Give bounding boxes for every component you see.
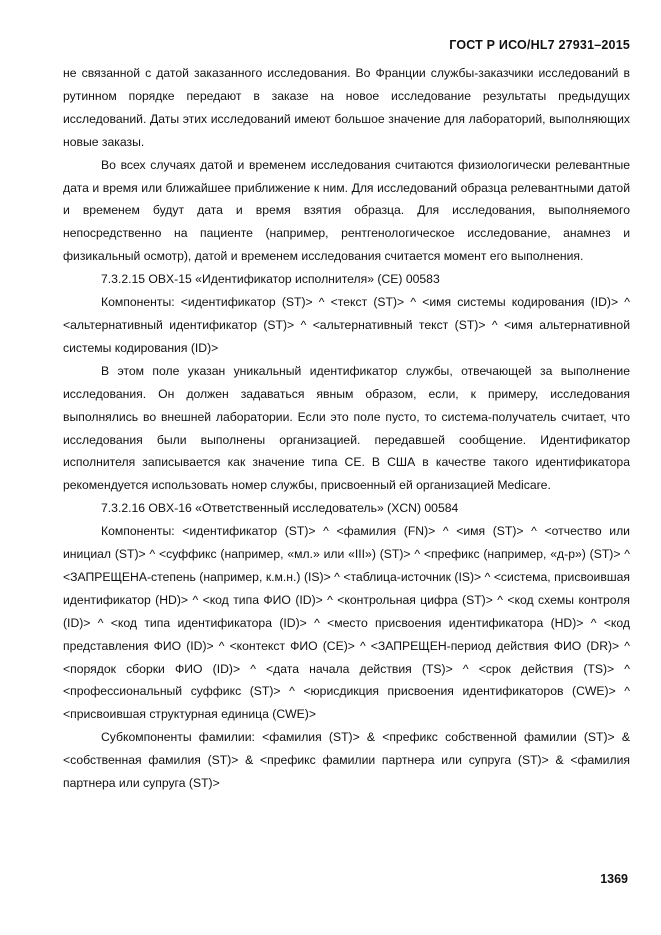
body-text	[63, 62, 630, 795]
paragraph-obx15-components: Компоненты: <идентификатор (ST)> ^ <текст (ST)> ^ <имя системы кодирования (ID)> ^ <альтернативный идентификатор (ST)> ^ <альтернативный текст (ST)> ^ <имя альтернативной системы кодирования (ID)>	[63, 295, 630, 355]
standard-header: ГОСТ Р ИСО/HL7 27931–2015	[449, 38, 630, 52]
page-number: 1369	[600, 872, 628, 886]
paragraph-obx16-subcomponents: Субкомпоненты фамилии: <фамилия (ST)> & <префикс собственной фамилии (ST)> & <собственная фамилия (ST)> & <префикс фамилии партнера или супруга (ST)> & <фамилия партнера или супруга (ST)>	[63, 730, 630, 791]
section-heading-obx15: 7.3.2.15 OBX-15 «Идентификатор исполнителя» (CE) 00583	[101, 272, 440, 287]
paragraph-datetime: Во всех случаях датой и временем исследования считаются физиологически релевантные дата и время или ближайшее приближение к ним. Для исследований образца релевантными датой и временем будут дата и время взятия образца. Для исследования, выполняемого непосредственно на пациенте (например, рентгенологическое исследование, анамнез и физикальный осмотр), датой и временем исследования считается момент его выполнения.	[63, 157, 630, 264]
paragraph-continuation: не связанной с датой заказанного исследования. Во Франции службы-заказчики исследований в рутинном порядке передают в заказе на новое исследование результаты предыдущих исследований. Даты этих исследований имеют большое значение для лабораторий, выполняющих новые заказы.	[63, 66, 630, 149]
paragraph-obx16-components: Компоненты: <идентификатор (ST)> ^ <фамилия (FN)> ^ <имя (ST)> ^ <отчество или инициал (ST)> ^ <суффикс (например, «мл.» или «III») (ST)> ^ <префикс (например, «д-р») (ST)> ^ <ЗАПРЕЩЕНА-степень (например, к.м.н.) (IS)> ^ <таблица-источник (IS)> ^ <система, присвоившая идентификатор (HD)> ^ <код типа ФИО (ID)> ^ <контрольная цифра (ST)> ^ <код схемы контроля (ID)> ^ <код типа идентификатора (ID)> ^ <место присвоения идентификатора (HD)> ^ <код представления ФИО (ID)> ^ <контекст ФИО (CE)> ^ <ЗАПРЕЩЕН-период действия ФИО (DR)> ^ <порядок сборки ФИО (ID)> ^ <дата начала действия (TS)> ^ <срок действия (TS)> ^ <профессиональный суффикс (ST)> ^ <юрисдикция присвоения идентификаторов (CWE)> ^ <присвоившая структурная единица (CWE)>	[63, 524, 630, 722]
section-heading-obx16: 7.3.2.16 OBX-16 «Ответственный исследователь» (XCN) 00584	[101, 501, 459, 516]
paragraph-obx15-description: В этом поле указан уникальный идентификатор службы, отвечающей за выполнение исследования. Он должен задаваться явным образом, если, к примеру, исследования выполнялись во внешней лаборатории. Если это поле пусто, то система-получатель считает, что исследования были выполнены организацией. передавшей сообщение. Идентификатор исполнителя записывается как значение типа CE. В США в качестве такого идентификатора рекомендуется использовать номер службы, присвоенный ей организацией Medicare.	[63, 363, 630, 493]
